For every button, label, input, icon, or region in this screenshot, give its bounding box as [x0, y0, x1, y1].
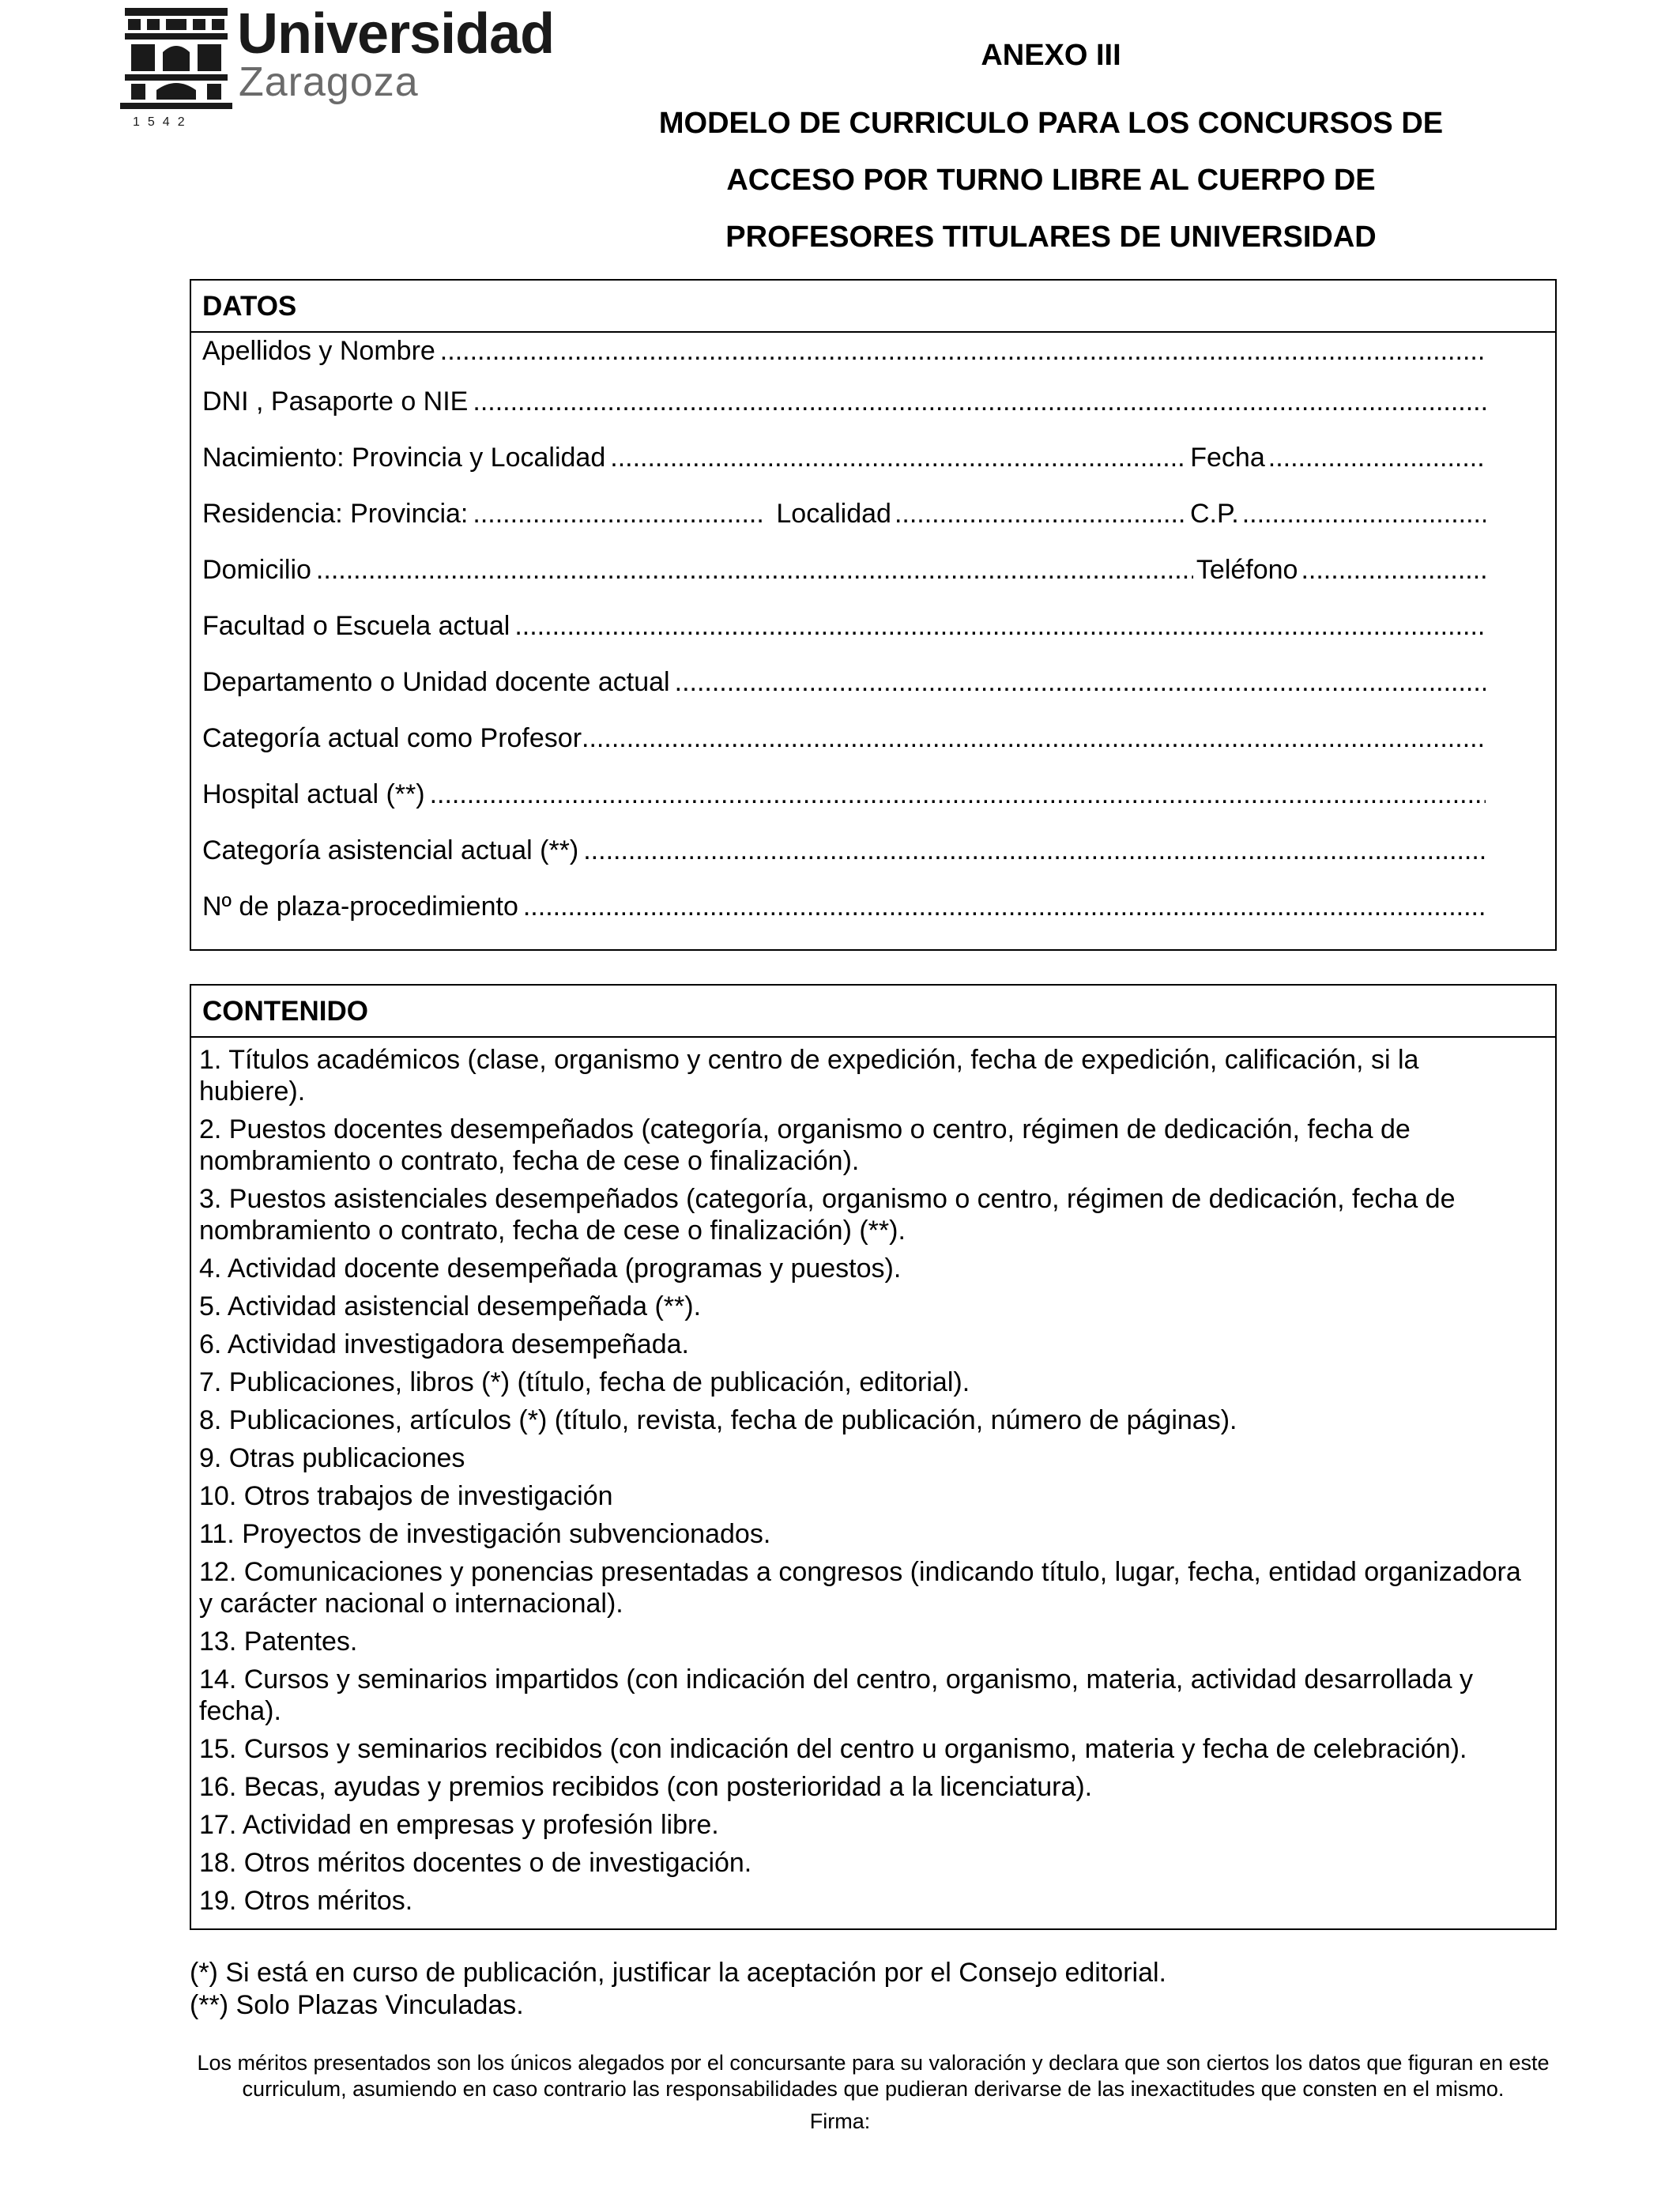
list-item: 2. Puestos docentes desempeñados (categoría, organismo o centro, régimen de dedicación, fecha de nombramiento o contrato, fecha de cese o finalización). [199, 1114, 1411, 1176]
list-item: 12. Comunicaciones y ponencias presentadas a congresos (indicando título, lugar, fecha, entidad organizadora y carácter nacional o internacional). [199, 1557, 1521, 1619]
signature-label: Firma: [809, 2109, 871, 2133]
building-icon [117, 6, 235, 113]
list-item: 9. Otras publicaciones [199, 1443, 465, 1473]
list-item: 19. Otros méritos. [199, 1886, 413, 1916]
fill-line[interactable] [895, 499, 1187, 530]
field-label: Apellidos y Nombre [202, 336, 435, 366]
university-logo [117, 2, 555, 129]
field-nacimiento[interactable] [202, 443, 1486, 499]
footnote-publication: (*) Si está en curso de publicación, justificar la aceptación por el Consejo editorial. [190, 1958, 1166, 1988]
field-facultad[interactable] [202, 611, 1486, 667]
fill-line[interactable] [523, 892, 1486, 922]
list-item: 5. Actividad asistencial desempeñada (**). [199, 1291, 702, 1321]
list-item: 10. Otros trabajos de investigación [199, 1481, 613, 1511]
logo-city-text: Zaragoza [239, 59, 419, 105]
contenido-list [191, 1038, 1555, 1917]
field-departamento[interactable] [202, 667, 1486, 723]
fill-line[interactable] [675, 667, 1486, 698]
footnote-vinculadas: (**) Solo Plazas Vinculadas. [190, 1990, 524, 2020]
fill-line[interactable] [430, 779, 1486, 810]
document-header [569, 36, 1533, 266]
fill-line[interactable] [1268, 443, 1486, 473]
datos-section [190, 279, 1557, 951]
disclaimer-text: Los méritos presentados son los únicos alegados por el concursante para su valoración y declara que son ciertos los datos que figuran en este curriculum, asumiendo en caso contrario las responsabilidades que pudieran derivarse de las inexactitudes que consten en el mismo. [197, 2051, 1550, 2101]
fill-line[interactable] [583, 835, 1486, 866]
field-label: Nacimiento: Provincia y Localidad [202, 443, 606, 473]
list-item: 1. Títulos académicos (clase, organismo y centro de expedición, fecha de expedición, calificación, si la hubiere). [199, 1045, 1419, 1106]
field-label: Domicilio [202, 555, 311, 585]
annex-title: ANEXO III [981, 39, 1121, 72]
list-item: 4. Actividad docente desempeñada (programas y puestos). [199, 1253, 902, 1284]
list-item: 7. Publicaciones, libros (*) (título, fecha de publicación, editorial). [199, 1367, 970, 1397]
field-label: Facultad o Escuela actual [202, 611, 510, 641]
field-label: Localidad [776, 499, 891, 529]
list-item: 13. Patentes. [199, 1627, 358, 1657]
datos-fields [191, 336, 1555, 948]
logo-year-text: 1542 [133, 115, 193, 129]
field-dni[interactable] [202, 386, 1486, 443]
list-item: 16. Becas, ayudas y premios recibidos (con posterioridad a la licenciatura). [199, 1772, 1093, 1802]
list-item: 14. Cursos y seminarios impartidos (con indicación del centro, organismo, materia, actividad desarrollada y fecha). [199, 1664, 1473, 1726]
field-label: Hospital actual (**) [202, 779, 425, 809]
datos-heading: DATOS [191, 281, 1555, 333]
fill-line[interactable] [440, 336, 1486, 367]
title-line-2: ACCESO POR TURNO LIBRE AL CUERPO DE [726, 164, 1376, 197]
fill-line[interactable] [473, 386, 1486, 417]
contenido-heading: CONTENIDO [191, 986, 1555, 1038]
field-label: Departamento o Unidad docente actual [202, 667, 670, 697]
field-hospital[interactable] [202, 779, 1486, 835]
field-label: Categoría asistencial actual (**) [202, 835, 579, 865]
field-label: DNI , Pasaporte o NIE [202, 386, 469, 417]
fill-line[interactable] [1301, 555, 1486, 586]
contenido-section [190, 984, 1557, 1930]
field-label: Nº de plaza-procedimiento [202, 892, 518, 922]
field-categoria[interactable] [202, 723, 1486, 779]
field-label: Teléfono [1196, 555, 1298, 585]
field-label: Categoría actual como Profesor [202, 723, 582, 753]
field-label: Residencia: Provincia: [202, 499, 469, 529]
field-plaza[interactable] [202, 892, 1486, 948]
logo-university-text: Universidad [237, 2, 555, 66]
field-label: C.P. [1189, 499, 1239, 529]
list-item: 3. Puestos asistenciales desempeñados (categoría, organismo o centro, régimen de dedicación, fecha de nombramiento o contrato, fecha de cese o finalización) (**). [199, 1184, 1456, 1246]
fill-line[interactable] [473, 499, 765, 530]
field-apellidos[interactable] [202, 336, 1486, 386]
title-line-1: MODELO DE CURRICULO PARA LOS CONCURSOS DE [658, 107, 1444, 140]
fill-line[interactable] [514, 611, 1486, 642]
list-item: 11. Proyectos de investigación subvencionados. [199, 1519, 771, 1549]
footnotes [190, 1957, 1166, 2022]
title-line-3: PROFESORES TITULARES DE UNIVERSIDAD [725, 221, 1377, 254]
field-domicilio[interactable] [202, 555, 1486, 611]
field-categoria-asistencial[interactable] [202, 835, 1486, 892]
list-item: 6. Actividad investigadora desempeñada. [199, 1329, 689, 1359]
list-item: 15. Cursos y seminarios recibidos (con indicación del centro u organismo, materia y fecha de celebración). [199, 1734, 1467, 1764]
fill-line[interactable] [582, 723, 1486, 754]
list-item: 17. Actividad en empresas y profesión libre. [199, 1810, 719, 1840]
list-item: 18. Otros méritos docentes o de investigación. [199, 1848, 752, 1878]
fill-line[interactable] [1242, 499, 1486, 530]
field-label: Fecha [1190, 443, 1265, 473]
fill-line[interactable] [316, 555, 1193, 586]
list-item: 8. Publicaciones, artículos (*) (título, revista, fecha de publicación, número de páginas). [199, 1405, 1237, 1435]
fill-line[interactable] [610, 443, 1187, 473]
field-residencia[interactable] [202, 499, 1486, 555]
